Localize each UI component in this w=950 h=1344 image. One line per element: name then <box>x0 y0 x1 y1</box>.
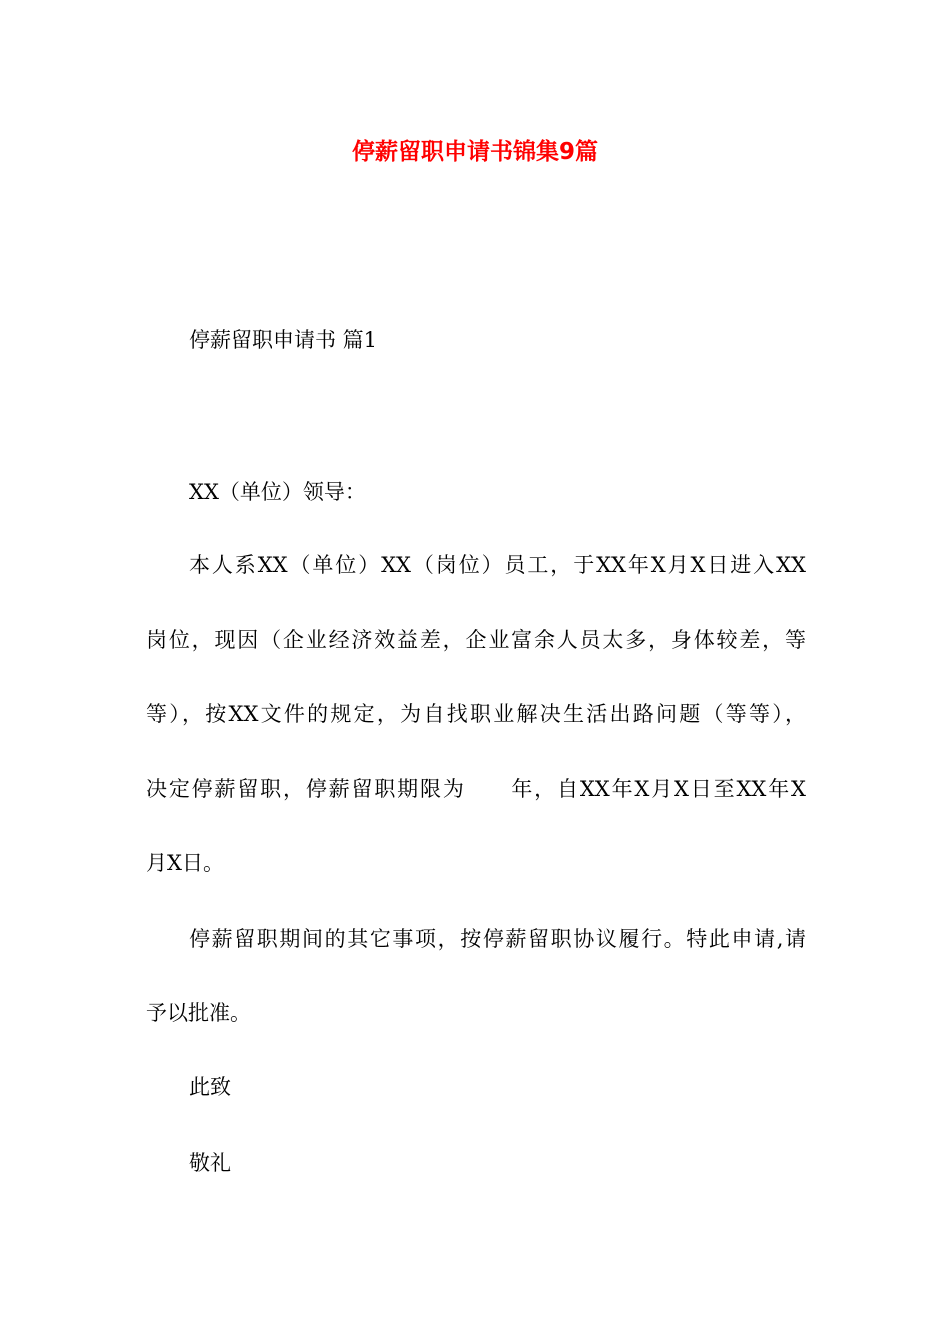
body-line: 决定停薪留职，停薪留职期限为 年，自XX年X月X日至XX年X <box>146 777 806 801</box>
document-title: 停薪留职申请书锦集9篇 <box>351 139 598 165</box>
body-line: 月X日。 <box>146 851 224 875</box>
regards-line-2: 敬礼 <box>189 1151 231 1175</box>
body-line: 本人系XX（单位）XX（岗位）员工，于XX年X月X日进入XX <box>189 553 806 577</box>
body-line: 岗位，现因（企业经济效益差，企业富余人员太多，身体较差，等 <box>146 628 806 652</box>
regards-line-1: 此致 <box>189 1075 231 1099</box>
section-heading: 停薪留职申请书 篇1 <box>189 328 378 352</box>
body-line: 等），按XX文件的规定，为自找职业解决生活出路问题（等等）， <box>146 702 806 726</box>
closing-line: 停薪留职期间的其它事项，按停薪留职协议履行。特此申请,请 <box>189 927 806 951</box>
closing-line: 予以批准。 <box>146 1001 251 1025</box>
salutation: XX（单位）领导： <box>189 480 366 504</box>
